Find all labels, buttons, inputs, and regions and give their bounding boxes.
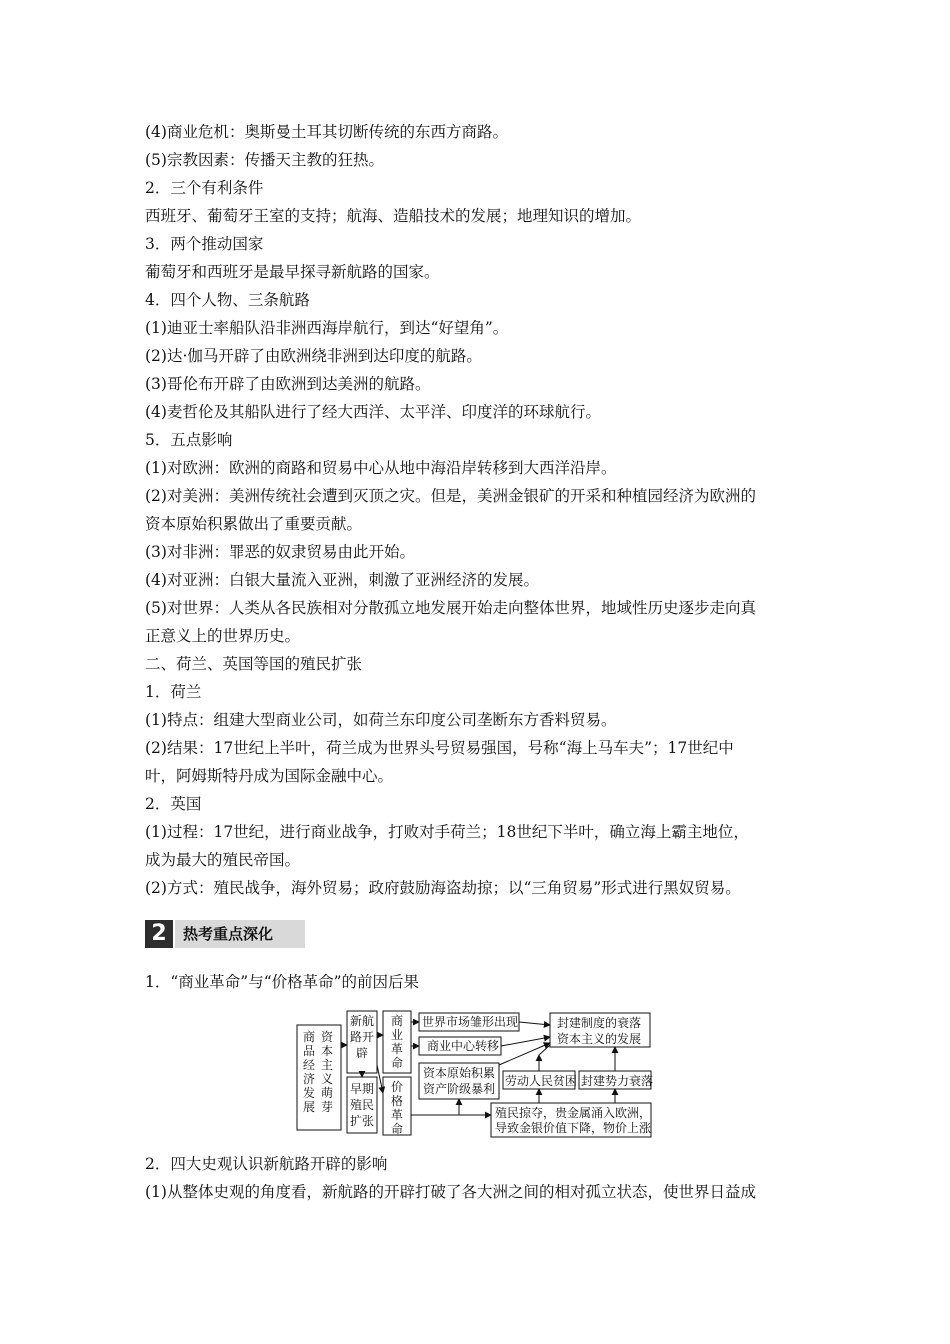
text-line: 1．荷兰 — [145, 683, 202, 701]
text-line: (3)哥伦布开辟了由欧洲到达美洲的航路。 — [145, 375, 431, 393]
node-colonial: 扩张 — [350, 1114, 375, 1128]
node-commerce-revolution: 商 — [391, 1014, 404, 1028]
text-line: (1)从整体史观的角度看，新航路的开辟打破了各大洲之间的相对孤立状态，使世界日益成 — [145, 1183, 756, 1201]
text-line: 正意义上的世界历史。 — [145, 627, 301, 645]
text-line: (4)对亚洲：白银大量流入亚洲，刺激了亚洲经济的发展。 — [145, 571, 539, 589]
node-price-revolution: 格 — [391, 1094, 404, 1108]
node-capitalism-sprout: 资 — [321, 1030, 334, 1044]
node-commodity-economy: 济 — [303, 1072, 316, 1086]
text-line: 3．两个推动国家 — [145, 235, 264, 253]
node-capitalism-sprout: 义 — [321, 1072, 334, 1086]
node-people-poverty: 劳动人民贫困 — [505, 1074, 578, 1088]
node-commerce-revolution: 业 — [391, 1028, 404, 1042]
section-heading — [145, 920, 305, 948]
node-capitalism-sprout: 主 — [321, 1058, 334, 1072]
text-line: (1)特点：组建大型商业公司，如荷兰东印度公司垄断东方香料贸易。 — [145, 711, 617, 729]
text-line: (1)过程：17世纪，进行商业战争，打败对手荷兰；18世纪下半叶，确立海上霸主地位， — [145, 823, 749, 841]
node-primitive-accumulation: 资本原始积累 — [423, 1066, 496, 1080]
node-feudal-decline: 封建制度的衰落 — [557, 1016, 642, 1030]
node-capitalism-sprout: 芽 — [321, 1100, 334, 1114]
node-new-route: 辟 — [356, 1046, 369, 1060]
section-label: 热考重点深化 — [175, 920, 305, 948]
text-line: (2)结果：17世纪上半叶，荷兰成为世界头号贸易强国，号称“海上马车夫”；17世纪中 — [145, 739, 734, 757]
text-line: 2．英国 — [145, 795, 202, 813]
section-number: 2 — [145, 920, 173, 948]
text-line: 资本原始积累做出了重要贡献。 — [145, 515, 363, 533]
text-line: 2．三个有利条件 — [145, 179, 264, 197]
text-line: 1．“商业革命”与“价格革命”的前因后果 — [145, 973, 420, 991]
node-colonial: 殖民 — [350, 1098, 375, 1112]
node-price-revolution: 革 — [391, 1108, 404, 1122]
node-colonial-plunder: 殖民掠夺，贵金属涌入欧洲， — [495, 1106, 652, 1120]
text-line: (2)达·伽马开辟了由欧洲绕非洲到达印度的航路。 — [145, 347, 482, 365]
node-commodity-economy: 品 — [303, 1044, 316, 1058]
text-line: 2．四大史观认识新航路开辟的影响 — [145, 1155, 388, 1173]
text-line: (5)宗教因素：传播天主教的狂热。 — [145, 151, 384, 169]
node-commodity-economy: 发 — [303, 1086, 316, 1100]
node-capitalism-development: 资本主义的发展 — [557, 1032, 642, 1046]
text-line: (5)对世界：人类从各民族相对分散孤立地发展开始走向整体世界，地域性历史逐步走向真 — [145, 599, 756, 617]
node-feudal-power: 封建势力衰落 — [581, 1074, 654, 1088]
node-price-rise: 导致金银价值下降，物价上涨 — [495, 1121, 652, 1135]
node-commerce-revolution: 革 — [391, 1042, 404, 1056]
node-commodity-economy: 商 — [303, 1030, 316, 1044]
cause-effect-diagram — [295, 1005, 660, 1140]
node-bourgeois-profit: 资产阶级暴利 — [423, 1082, 496, 1096]
text-line: 4．四个人物、三条航路 — [145, 291, 310, 309]
node-commerce-revolution: 命 — [391, 1056, 404, 1070]
node-world-market: 世界市场雏形出现 — [422, 1015, 519, 1029]
text-line: (4)麦哲伦及其船队进行了经大西洋、太平洋、印度洋的环球航行。 — [145, 403, 601, 421]
node-capitalism-sprout: 本 — [321, 1044, 334, 1058]
node-new-route: 路开 — [350, 1030, 375, 1044]
node-price-revolution: 价 — [391, 1080, 404, 1094]
text-line: (3)对非洲：罪恶的奴隶贸易由此开始。 — [145, 543, 415, 561]
text-line: 5．五点影响 — [145, 431, 233, 449]
text-line: 西班牙、葡萄牙王室的支持；航海、造船技术的发展；地理知识的增加。 — [145, 207, 642, 225]
text-line: (1)迪亚士率船队沿非洲西海岸航行，到达“好望角”。 — [145, 319, 509, 337]
node-capitalism-sprout: 萌 — [321, 1086, 334, 1100]
text-line: 葡萄牙和西班牙是最早探寻新航路的国家。 — [145, 263, 440, 281]
text-line: (4)商业危机：奥斯曼土耳其切断传统的东西方商路。 — [145, 123, 508, 141]
node-center-shift: 商业中心转移 — [427, 1039, 500, 1053]
node-colonial: 早期 — [350, 1082, 375, 1096]
node-commodity-economy: 展 — [303, 1100, 316, 1114]
text-line: 二、荷兰、英国等国的殖民扩张 — [145, 655, 363, 673]
text-line: (2)方式：殖民战争，海外贸易；政府鼓励海盗劫掠；以“三角贸易”形式进行黑奴贸易。 — [145, 879, 741, 897]
text-line: (2)对美洲：美洲传统社会遭到灭顶之灾。但是，美洲金银矿的开采和种植园经济为欧洲的 — [145, 487, 756, 505]
text-line: 叶，阿姆斯特丹成为国际金融中心。 — [145, 767, 394, 785]
node-new-route: 新航 — [350, 1014, 375, 1028]
node-price-revolution: 命 — [391, 1122, 404, 1136]
text-line: (1)对欧洲：欧洲的商路和贸易中心从地中海沿岸转移到大西洋沿岸。 — [145, 459, 617, 477]
node-commodity-economy: 经 — [303, 1058, 316, 1072]
text-line: 成为最大的殖民帝国。 — [145, 851, 301, 869]
